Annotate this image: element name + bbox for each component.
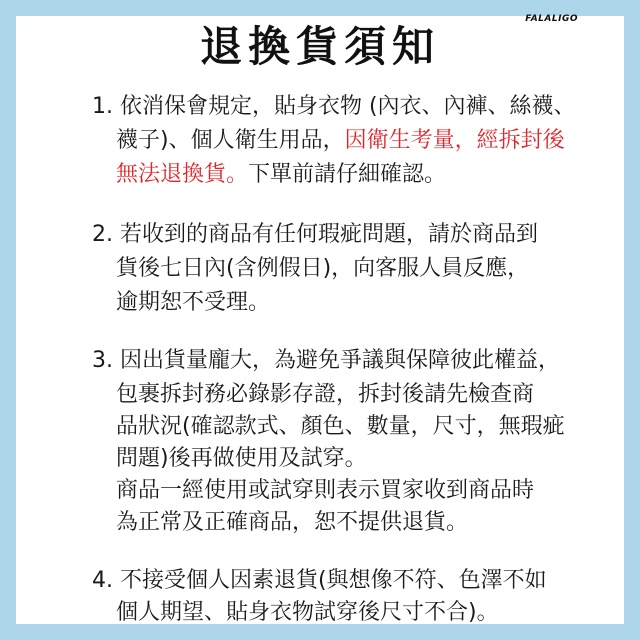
item-2-line-3 xyxy=(116,288,270,318)
item-1-warning-text: 因衛生考量，經拆封後 xyxy=(344,128,565,153)
item-3-text: 品狀況(確認款式、顏色、數量，尺寸，無瑕疵 xyxy=(116,414,565,439)
item-3-text: 3. 因出貨量龐大，為避免爭議與保障彼此權益， xyxy=(92,348,560,373)
item-4-line-1 xyxy=(92,566,547,596)
item-3-line-1 xyxy=(92,346,560,376)
item-2-text: 2. 若收到的商品有任何瑕疵問題，請於商品到 xyxy=(92,222,538,247)
item-3-line-4 xyxy=(116,444,367,474)
item-4-text: 個人期望、貼身衣物試穿後尺寸不合)。 xyxy=(116,600,499,625)
item-2-line-1 xyxy=(92,220,538,250)
item-1-text: 1. 依消保會規定，貼身衣物 (內衣、內褲、絲襪、 xyxy=(92,94,576,119)
item-3-line-6 xyxy=(116,508,468,538)
item-1-line-1 xyxy=(92,92,576,122)
item-3-line-3 xyxy=(116,412,565,442)
item-3-text: 包裹拆封務必錄影存證，拆封後請先檢查商 xyxy=(116,382,535,407)
brand-logo-text: FALALIGO xyxy=(525,14,578,24)
item-1-text: 下單前請仔細確認。 xyxy=(248,162,447,187)
item-4-text: 4. 不接受個人因素退貨(與想像不符、色澤不如 xyxy=(92,568,547,593)
item-3-text: 商品一經使用或試穿則表示買家收到商品時 xyxy=(116,478,535,503)
item-1-line-2 xyxy=(116,126,565,156)
item-3-line-5 xyxy=(116,476,534,506)
item-3-text: 問題)後再做使用及試穿。 xyxy=(116,446,367,471)
item-3-text: 為正常及正確商品，恕不提供退貨。 xyxy=(116,510,469,535)
item-1-text: 襪子)、個人衛生用品， xyxy=(116,128,345,153)
item-1-line-3 xyxy=(116,160,446,190)
item-3-line-2 xyxy=(116,380,534,410)
notice-title: 退換貨須知 xyxy=(199,22,440,71)
item-2-text: 逾期恕不受理。 xyxy=(116,290,271,315)
item-2-line-2 xyxy=(116,254,529,284)
item-4-line-2 xyxy=(116,598,499,628)
item-1-warning-text: 無法退換貨。 xyxy=(116,162,249,187)
item-2-text: 貨後七日內(含例假日)，向客服人員反應， xyxy=(116,256,530,281)
